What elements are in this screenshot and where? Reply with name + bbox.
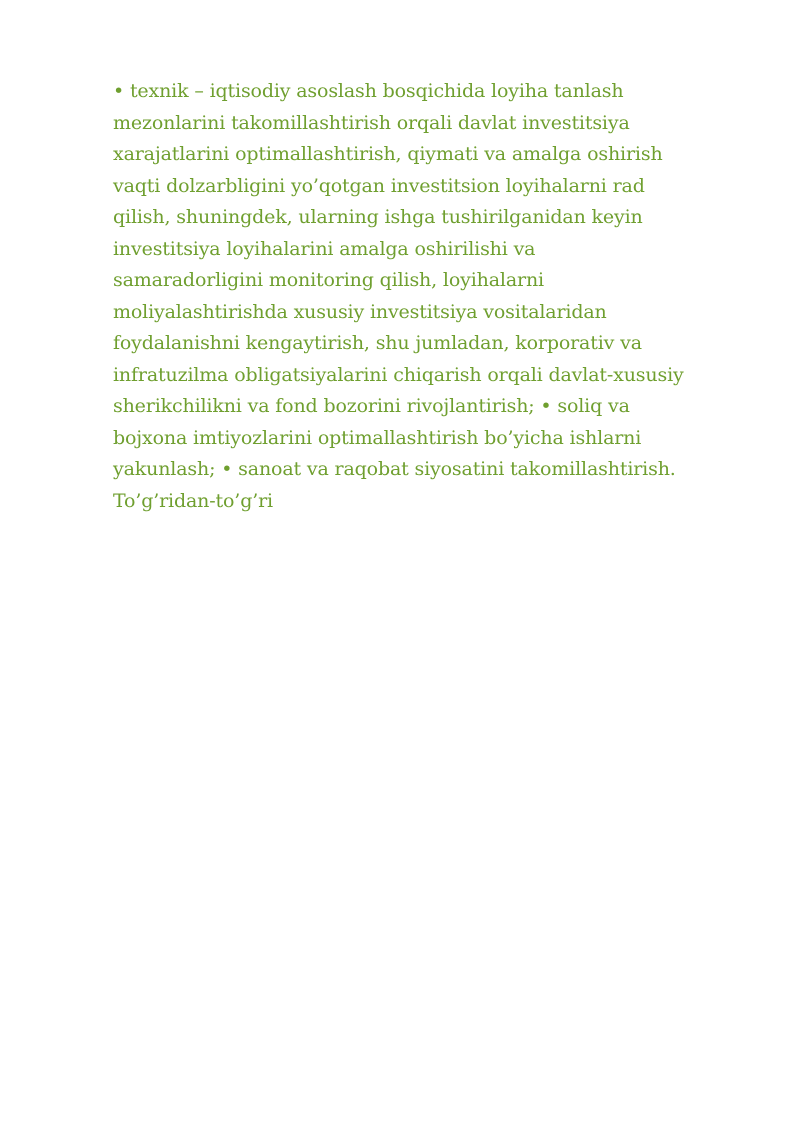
text-line: xarajatlarini optimallashtirish, qiymati va amalga oshirish <box>113 143 663 165</box>
text-line: foydalanishni kengaytirish, shu jumladan, korporativ va <box>113 332 642 354</box>
text-line: vaqti dolzarbligini yo’qotgan investitsion loyihalarni rad <box>113 174 645 197</box>
body-paragraph <box>113 76 753 517</box>
text-line: yakunlash; • sanoat va raqobat siyosatini takomillashtirish. <box>113 458 676 480</box>
text-line: • texnik – iqtisodiy asoslash bosqichida loyiha tanlash <box>113 80 624 102</box>
text-line: infratuzilma obligatsiyalarini chiqarish orqali davlat-xususiy <box>113 363 684 386</box>
text-line: samaradorligini monitoring qilish, loyihalarni <box>113 269 544 291</box>
text-line: qilish, shuningdek, ularning ishga tushirilganidan keyin <box>113 206 643 228</box>
text-line: To’g’ridan-to’g’ri <box>113 489 273 512</box>
text-line: mezonlarini takomillashtirish orqali davlat investitsiya <box>113 111 630 134</box>
text-line: sherikchilikni va fond bozorini rivojlantirish; • soliq va <box>113 395 630 417</box>
text-line: investitsiya loyihalarini amalga oshirilishi va <box>113 237 536 260</box>
text-line: moliyalashtirishda xususiy investitsiya vositalaridan <box>113 300 607 323</box>
text-line: bojxona imtiyozlarini optimallashtirish bo’yicha ishlarni <box>113 426 642 449</box>
